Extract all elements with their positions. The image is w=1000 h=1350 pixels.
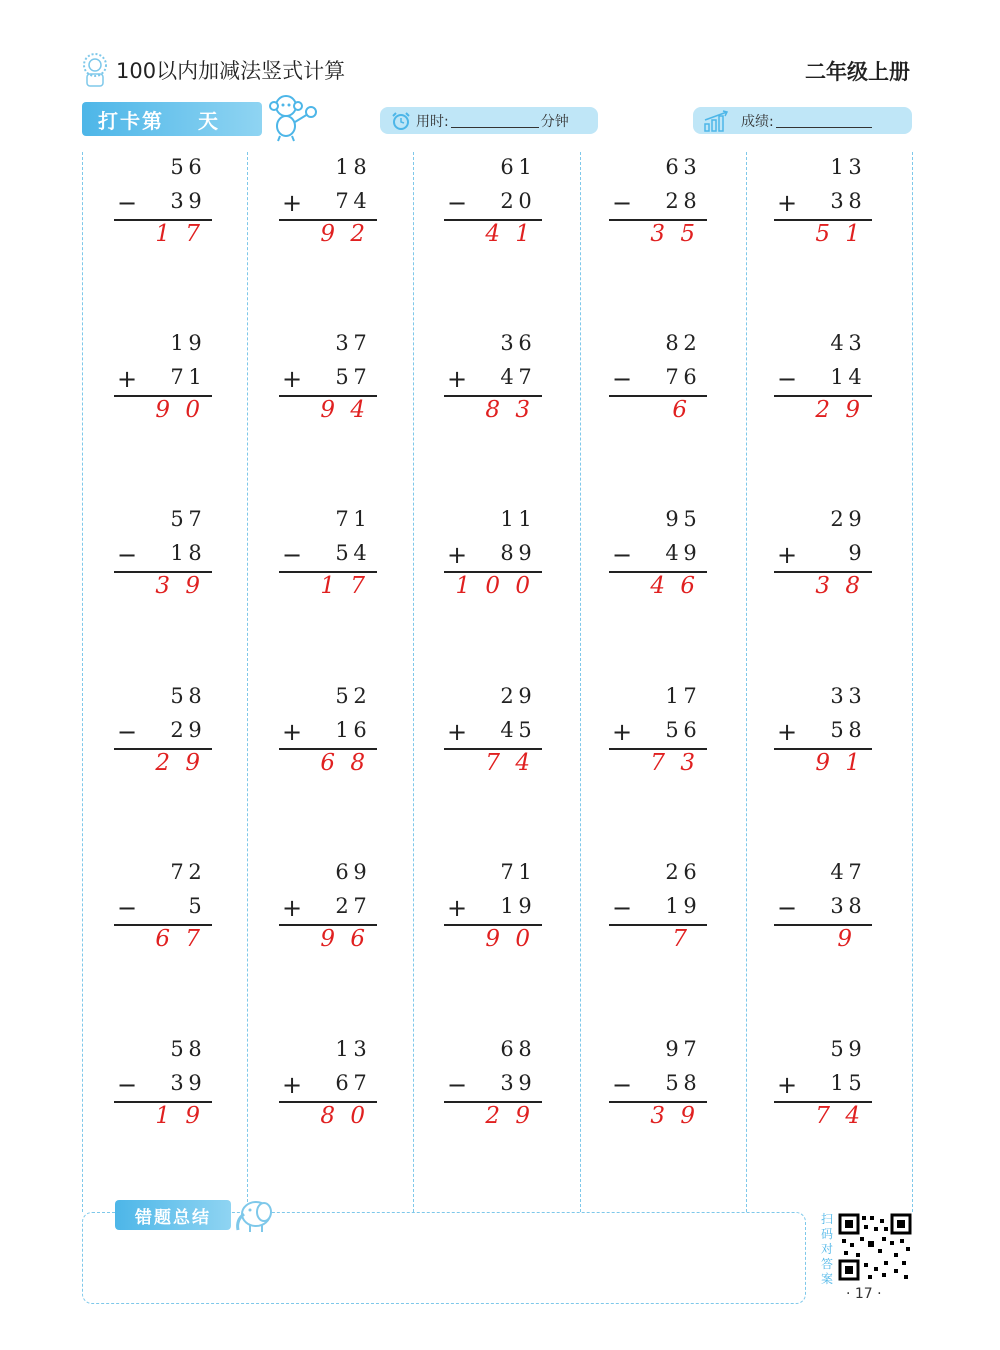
handwritten-answer[interactable]: 6 8	[320, 750, 369, 776]
bottom-operand-digit: 8	[848, 189, 862, 213]
score-input-line[interactable]	[776, 113, 872, 128]
column-divider	[746, 152, 747, 1212]
bottom-operand-digit: 7	[353, 894, 367, 918]
bottom-operand-digit: 1	[188, 365, 202, 389]
vertical-problem	[114, 331, 214, 441]
vertical-problem	[114, 684, 214, 794]
plus-sign: +	[281, 718, 303, 746]
scan-for-answers-label: 扫码对答案	[820, 1212, 833, 1286]
top-operand-digit: 5	[830, 1037, 844, 1061]
column-divider	[247, 152, 248, 1212]
monkey-icon	[262, 92, 318, 142]
vertical-problem	[774, 1037, 874, 1147]
handwritten-answer[interactable]: 5 1	[815, 221, 864, 247]
minus-sign: −	[446, 1071, 468, 1099]
top-operand-digit: 7	[683, 1037, 697, 1061]
chart-growth-icon	[703, 110, 733, 132]
top-operand-digit: 3	[500, 331, 514, 355]
column-divider	[82, 152, 83, 1212]
time-input-line[interactable]	[451, 113, 539, 128]
bottom-operand-digit: 4	[848, 365, 862, 389]
handwritten-answer[interactable]: 9 4	[320, 397, 369, 423]
plus-sign: +	[446, 541, 468, 569]
bottom-operand-digit: 9	[518, 541, 532, 565]
lion-icon	[80, 52, 110, 88]
handwritten-answer[interactable]: 1 9	[155, 1103, 204, 1129]
plus-sign: +	[446, 718, 468, 746]
vertical-problem	[609, 1037, 709, 1147]
qr-code-icon[interactable]	[838, 1213, 912, 1281]
top-operand-digit: 1	[518, 507, 532, 531]
bottom-operand-digit: 6	[335, 1071, 349, 1095]
plus-sign: +	[281, 189, 303, 217]
handwritten-answer[interactable]: 9	[837, 926, 856, 952]
page-number: · 17 ·	[846, 1286, 882, 1302]
vertical-problem	[279, 860, 379, 970]
top-operand-digit: 3	[848, 684, 862, 708]
bottom-operand-digit: 7	[665, 365, 679, 389]
plus-sign: +	[116, 365, 138, 393]
bottom-operand-digit: 2	[335, 894, 349, 918]
score-field	[693, 107, 912, 134]
top-operand-digit: 3	[830, 684, 844, 708]
plus-sign: +	[776, 541, 798, 569]
top-operand-digit: 7	[848, 860, 862, 884]
bottom-operand-digit: 4	[500, 718, 514, 742]
top-operand-digit: 3	[848, 155, 862, 179]
bottom-operand-digit: 8	[848, 894, 862, 918]
top-operand-digit: 2	[665, 860, 679, 884]
top-operand-digit: 9	[353, 860, 367, 884]
vertical-problem	[114, 507, 214, 617]
bottom-operand-digit: 5	[335, 541, 349, 565]
bottom-operand-digit: 1	[830, 1071, 844, 1095]
vertical-problem	[774, 331, 874, 441]
top-operand-digit: 1	[335, 155, 349, 179]
bottom-operand-digit: 6	[683, 718, 697, 742]
bottom-operand-digit: 5	[188, 894, 202, 918]
handwritten-answer[interactable]: 9 2	[320, 221, 369, 247]
bottom-operand-digit: 5	[665, 1071, 679, 1095]
bottom-operand-digit: 8	[500, 541, 514, 565]
bottom-operand-digit: 1	[830, 365, 844, 389]
handwritten-answer[interactable]: 9 0	[485, 926, 534, 952]
score-label: 成绩:	[741, 113, 774, 130]
vertical-problem	[279, 507, 379, 617]
handwritten-answer[interactable]: 3 8	[815, 573, 864, 599]
handwritten-answer[interactable]: 1 7	[320, 573, 369, 599]
handwritten-answer[interactable]: 2 9	[155, 750, 204, 776]
vertical-problem	[444, 1037, 544, 1147]
bottom-operand-digit: 5	[848, 1071, 862, 1095]
bottom-operand-digit: 5	[518, 718, 532, 742]
handwritten-answer[interactable]: 6 7	[155, 926, 204, 952]
handwritten-answer[interactable]: 9 0	[155, 397, 204, 423]
handwritten-answer[interactable]: 7 3	[650, 750, 699, 776]
minus-sign: −	[116, 541, 138, 569]
top-operand-digit: 7	[335, 507, 349, 531]
checkin-suffix: 天	[198, 108, 220, 133]
top-operand-digit: 9	[188, 331, 202, 355]
bottom-operand-digit: 1	[335, 718, 349, 742]
vertical-problem	[444, 684, 544, 794]
time-field	[380, 107, 598, 134]
top-operand-digit: 8	[188, 684, 202, 708]
top-operand-digit: 6	[683, 860, 697, 884]
bottom-operand-digit: 4	[665, 541, 679, 565]
minus-sign: −	[611, 365, 633, 393]
bottom-operand-digit: 4	[353, 541, 367, 565]
minus-sign: −	[116, 1071, 138, 1099]
bottom-operand-digit: 7	[170, 365, 184, 389]
top-operand-digit: 2	[683, 331, 697, 355]
bottom-operand-digit: 9	[683, 894, 697, 918]
plus-sign: +	[776, 718, 798, 746]
top-operand-digit: 9	[518, 684, 532, 708]
handwritten-answer[interactable]: 4 1	[485, 221, 534, 247]
bottom-operand-digit: 3	[500, 1071, 514, 1095]
vertical-problem	[609, 684, 709, 794]
top-operand-digit: 1	[518, 860, 532, 884]
handwritten-answer[interactable]: 1 0 0	[455, 573, 534, 599]
handwritten-answer[interactable]: 2 9	[485, 1103, 534, 1129]
bottom-operand-digit: 9	[848, 541, 862, 565]
vertical-problem	[279, 1037, 379, 1147]
bottom-operand-digit: 7	[518, 365, 532, 389]
bottom-operand-digit: 7	[335, 189, 349, 213]
minus-sign: −	[446, 189, 468, 217]
top-operand-digit: 8	[353, 155, 367, 179]
top-operand-digit: 6	[335, 860, 349, 884]
vertical-problem	[774, 684, 874, 794]
top-operand-digit: 3	[353, 1037, 367, 1061]
minus-sign: −	[116, 189, 138, 217]
bottom-operand-digit: 9	[518, 1071, 532, 1095]
vertical-problem	[444, 860, 544, 970]
elephant-icon	[230, 1196, 278, 1234]
top-operand-digit: 9	[848, 1037, 862, 1061]
minus-sign: −	[116, 718, 138, 746]
bottom-operand-digit: 5	[335, 365, 349, 389]
bottom-operand-digit: 1	[665, 894, 679, 918]
handwritten-answer[interactable]: 7 4	[485, 750, 534, 776]
vertical-problem	[444, 507, 544, 617]
bottom-operand-digit: 3	[170, 1071, 184, 1095]
plus-sign: +	[446, 894, 468, 922]
vertical-problem	[279, 155, 379, 265]
bottom-operand-digit: 9	[188, 1071, 202, 1095]
top-operand-digit: 5	[170, 1037, 184, 1061]
top-operand-digit: 8	[665, 331, 679, 355]
bottom-operand-digit: 3	[830, 894, 844, 918]
bottom-operand-digit: 5	[665, 718, 679, 742]
top-operand-digit: 2	[500, 684, 514, 708]
bottom-operand-digit: 9	[188, 189, 202, 213]
time-label: 用时:	[416, 113, 449, 130]
top-operand-digit: 4	[830, 331, 844, 355]
top-operand-digit: 3	[683, 155, 697, 179]
handwritten-answer[interactable]: 4 6	[650, 573, 699, 599]
bottom-operand-digit: 3	[170, 189, 184, 213]
vertical-problem	[114, 860, 214, 970]
handwritten-answer[interactable]: 9 6	[320, 926, 369, 952]
top-operand-digit: 9	[848, 507, 862, 531]
vertical-problem	[279, 331, 379, 441]
checkin-prefix: 打卡第	[98, 108, 164, 133]
time-unit: 分钟	[540, 113, 569, 130]
page-header	[80, 50, 345, 90]
vertical-problem	[774, 507, 874, 617]
handwritten-answer[interactable]: 1 7	[155, 221, 204, 247]
top-operand-digit: 7	[500, 860, 514, 884]
plus-sign: +	[281, 1071, 303, 1099]
vertical-problem	[114, 1037, 214, 1147]
top-operand-digit: 8	[188, 1037, 202, 1061]
top-operand-digit: 7	[188, 507, 202, 531]
plus-sign: +	[281, 894, 303, 922]
minus-sign: −	[611, 189, 633, 217]
handwritten-answer[interactable]: 3 5	[650, 221, 699, 247]
book-title: 100以内加减法竖式计算	[116, 59, 346, 83]
vertical-problem	[774, 155, 874, 265]
top-operand-digit: 7	[683, 684, 697, 708]
bottom-operand-digit: 7	[353, 1071, 367, 1095]
bottom-operand-digit: 9	[518, 894, 532, 918]
vertical-problem	[609, 860, 709, 970]
minus-sign: −	[611, 894, 633, 922]
top-operand-digit: 7	[170, 860, 184, 884]
bottom-operand-digit: 0	[518, 189, 532, 213]
bottom-operand-digit: 1	[500, 894, 514, 918]
top-operand-digit: 1	[518, 155, 532, 179]
vertical-problem	[609, 331, 709, 441]
checkin-banner	[82, 102, 262, 136]
top-operand-digit: 2	[830, 507, 844, 531]
bottom-operand-digit: 8	[848, 718, 862, 742]
alarm-clock-icon	[390, 111, 412, 131]
handwritten-answer[interactable]: 2 9	[815, 397, 864, 423]
vertical-problem	[774, 860, 874, 970]
minus-sign: −	[611, 1071, 633, 1099]
vertical-problem	[609, 155, 709, 265]
vertical-problem	[114, 155, 214, 265]
vertical-problem	[444, 155, 544, 265]
minus-sign: −	[281, 541, 303, 569]
bottom-operand-digit: 6	[353, 718, 367, 742]
handwritten-answer[interactable]: 8 0	[320, 1103, 369, 1129]
sum-line	[609, 395, 707, 397]
mistake-summary-label: 错题总结	[115, 1200, 231, 1230]
column-divider	[413, 152, 414, 1212]
bottom-operand-digit: 8	[683, 189, 697, 213]
top-operand-digit: 5	[335, 684, 349, 708]
bottom-operand-digit: 8	[188, 541, 202, 565]
top-operand-digit: 6	[500, 1037, 514, 1061]
top-operand-digit: 1	[170, 331, 184, 355]
top-operand-digit: 6	[665, 155, 679, 179]
bottom-operand-digit: 2	[170, 718, 184, 742]
handwritten-answer[interactable]: 8 3	[485, 397, 534, 423]
top-operand-digit: 8	[518, 1037, 532, 1061]
plus-sign: +	[281, 365, 303, 393]
sum-line	[609, 924, 707, 926]
grade-label: 二年级上册	[805, 60, 910, 84]
vertical-problem	[609, 507, 709, 617]
top-operand-digit: 5	[170, 507, 184, 531]
minus-sign: −	[776, 365, 798, 393]
bottom-operand-digit: 2	[500, 189, 514, 213]
plus-sign: +	[446, 365, 468, 393]
top-operand-digit: 5	[683, 507, 697, 531]
top-operand-digit: 5	[170, 155, 184, 179]
handwritten-answer[interactable]: 9 1	[815, 750, 864, 776]
plus-sign: +	[776, 189, 798, 217]
bottom-operand-digit: 3	[830, 189, 844, 213]
top-operand-digit: 4	[830, 860, 844, 884]
handwritten-answer[interactable]: 6	[672, 397, 691, 423]
top-operand-digit: 1	[335, 1037, 349, 1061]
plus-sign: +	[776, 1071, 798, 1099]
top-operand-digit: 2	[188, 860, 202, 884]
top-operand-digit: 1	[665, 684, 679, 708]
top-operand-digit: 1	[830, 155, 844, 179]
top-operand-digit: 3	[848, 331, 862, 355]
plus-sign: +	[611, 718, 633, 746]
handwritten-answer[interactable]: 3 9	[155, 573, 204, 599]
top-operand-digit: 6	[188, 155, 202, 179]
handwritten-answer[interactable]: 7 4	[815, 1103, 864, 1129]
minus-sign: −	[611, 541, 633, 569]
handwritten-answer[interactable]: 7	[672, 926, 691, 952]
column-divider	[912, 152, 913, 1212]
top-operand-digit: 2	[353, 684, 367, 708]
bottom-operand-digit: 4	[500, 365, 514, 389]
top-operand-digit: 6	[500, 155, 514, 179]
top-operand-digit: 3	[335, 331, 349, 355]
bottom-operand-digit: 1	[170, 541, 184, 565]
bottom-operand-digit: 8	[683, 1071, 697, 1095]
bottom-operand-digit: 7	[353, 365, 367, 389]
minus-sign: −	[116, 894, 138, 922]
top-operand-digit: 1	[500, 507, 514, 531]
bottom-operand-digit: 2	[665, 189, 679, 213]
bottom-operand-digit: 9	[683, 541, 697, 565]
column-divider	[580, 152, 581, 1212]
top-operand-digit: 7	[353, 331, 367, 355]
bottom-operand-digit: 6	[683, 365, 697, 389]
vertical-problem	[444, 331, 544, 441]
sum-line	[774, 924, 872, 926]
top-operand-digit: 9	[665, 507, 679, 531]
handwritten-answer[interactable]: 3 9	[650, 1103, 699, 1129]
minus-sign: −	[776, 894, 798, 922]
bottom-operand-digit: 5	[830, 718, 844, 742]
bottom-operand-digit: 4	[353, 189, 367, 213]
top-operand-digit: 1	[353, 507, 367, 531]
top-operand-digit: 6	[518, 331, 532, 355]
top-operand-digit: 5	[170, 684, 184, 708]
bottom-operand-digit: 9	[188, 718, 202, 742]
vertical-problem	[279, 684, 379, 794]
top-operand-digit: 9	[665, 1037, 679, 1061]
